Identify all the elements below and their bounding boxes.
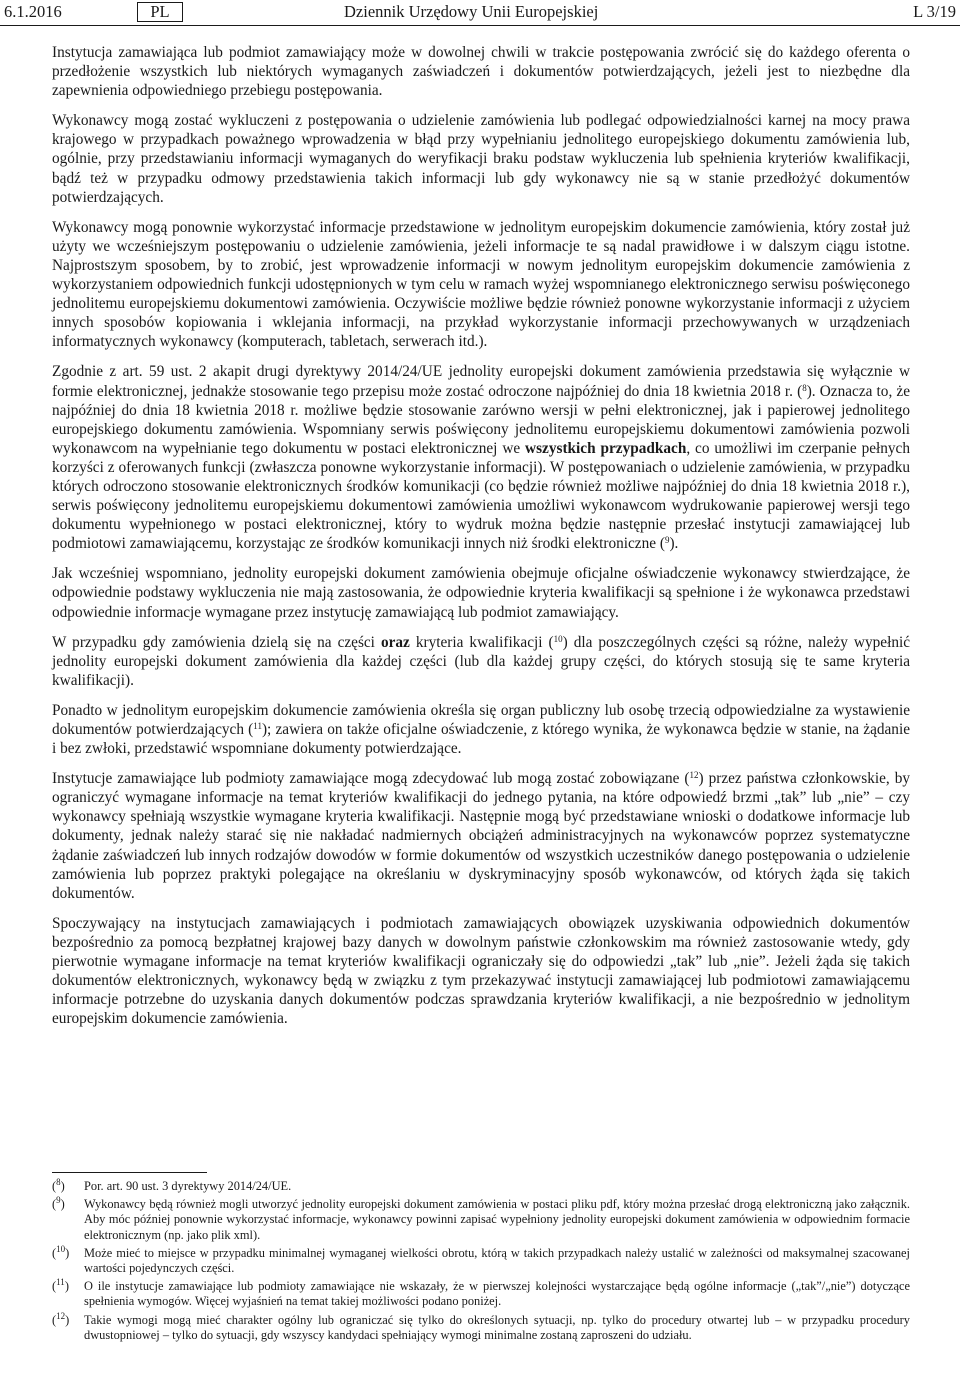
page-header [0, 0, 960, 26]
paragraph-7-text: Ponadto w jednolitym europejskim dokumencie zamówienia określa się organ publiczny lub osobę trzecią odpowiedzialne za wystawienie dokumentów potwierdzających ( [52, 701, 910, 738]
paragraph-8-text: Instytucje zamawiające lub podmioty zamawiające mogą zdecydować lub mogą zostać zobowiązane ( [52, 770, 690, 788]
footnote-marker: ($^{12}$) [52, 1310, 70, 1327]
footnote-text: Takie wymogi mogą mieć charakter ogólny lub ograniczać się tylko do określonych sytuacji, np. tylko do procedury otwartej lub – w przypadku procedury dwustopniowej – tylko do sytuacji, gdy wszyscy kandydaci spełniający wymogi minimalne zostaną zaproszeni do udziału. [84, 1312, 910, 1342]
footnotes [52, 1172, 910, 1346]
emphasis-all-cases: wszystkich przypadkach [525, 439, 687, 457]
footnote-text: Może mieć to miejsce w przypadku minimalnej wymaganej wielkości obrotu, którą w takich przypadkach należy ustalić w zależności od maksymalnej szacowanej wartości pojedynczych części. [84, 1245, 910, 1276]
footnote-ref-10[interactable]: 10 [553, 633, 563, 644]
journal-title: Dziennik Urzędowy Unii Europejskiej [344, 2, 599, 21]
paragraph-7-text: ); zawiera on także oficjalne oświadczenie, z którego wynika, że wykonawca będzie w stanie, na żądanie i bez zwłoki, przedstawić wspomniane dokumenty potwierdzające. [52, 721, 910, 758]
paragraph-8 [52, 769, 910, 903]
footnote-ref-9[interactable]: 9 [664, 535, 670, 546]
paragraph-4-text: ). [669, 535, 679, 553]
publication-date: 6.1.2016 [4, 2, 62, 21]
paragraph-3: Wykonawcy mogą ponownie wykorzystać informacje przedstawione w jednolitym europejskim dokumencie zamówienia, który został już użyty we wcześniejszym postępowaniu o udzielenie zamówienia, jeżeli informacje te są nadal prawidłowe i w dalszym ciągu istotne. Najprostszym sposobem, by to zrobić, jest wprowadzenie informacji w nowym jednolitym europejskim dokumencie zamówienia z wykorzystaniem odpowiednich funkcji udostępnionych w tym celu w ramach wyżej wspomnianego elektronicznego serwisu poświęconego jednolitemu europejskiemu dokumentowi zamówienia. Oczywiście możliwe będzie również ponowne wykorzystanie informacji z użyciem innych sposobów kopiowania i wklejania informacji, na przykład wykorzystanie informacji przechowywanych w urządzeniach informatycznych wykonawcy (komputerach, tabletach, serwerach itd.). [52, 218, 910, 351]
footnote-ref-12[interactable]: 12 [689, 770, 699, 781]
footnote-12 [52, 1310, 910, 1343]
footnote-8 [52, 1179, 910, 1194]
paragraph-1: Instytucja zamawiająca lub podmiot zamawiający może w dowolnej chwili w trakcie postępowania zwrócić się do każdego oferenta o przedłożenie wszystkich lub niektórych wymaganych zaświadczeń i dokumentów potwierdzających, jeżeli jest to niezbędne dla zapewnienia odpowiedniego przebiegu postępowania. [52, 44, 910, 100]
footnote-ref-8[interactable]: 8 [802, 382, 807, 393]
paragraph-8-text: ) przez państwa członkowskie, by ograniczyć wymagane informacje na temat kryteriów kwalifikacji do jednego pytania, na które odpowiedź brzmi „tak” lub „nie” – czy wykonawcy spełniają wszystkie wymagane kryteria kwalifikacji. Następnie mogą być przedstawiane wnioski o dodatkowe informacje lub dokumenty, jednak należy starać się nie nakładać nadmiernych obciążeń administracyjnych na wykonawców poprzez systematyczne żądanie zaświadczeń lub innych rodzajów dowodów w formie dokumentów od wszystkich uczestników danego postępowania o udzielenie zamówienia lub poprzez praktyki polegające na określaniu w dyskryminacyjny sposób wykonawców, od których żąda się takich dokumentów. [52, 770, 911, 902]
footnote-text: O ile instytucje zamawiające lub podmioty zamawiające nie wskazały, że w pierwszej kolejności wystarczające będą ogólne informacje („tak”/„nie”) dotyczące spełnienia wymogów. Więcej wyjaśnień na temat takiej możliwości podano poniżej. [84, 1279, 910, 1309]
paragraph-9: Spoczywający na instytucjach zamawiających i podmiotach zamawiających obowiązek uzyskiwania odpowiednich dokumentów bezpośrednio za pomocą bezpłatnej krajowej bazy danych w dowolnym państwie członkowskim ma również zastosowanie wtedy, gdy pierwotnie wymagane informacje na temat kryteriów kwalifikacji ograniczały się do odpowiedzi „tak” lub „nie”. Jeżeli żąda się takich dokumentów elektronicznych, wykonawcy będą w związku z tym przekazywać instytucji zamawiającej lub podmiotowi zamawiającemu informacje potrzebne do uzyskania danych dokumentów podczas sprawdzania kryteriów kwalifikacji, a nie bezpośrednio w jednolitym europejskim dokumencie zamówienia. [52, 914, 910, 1028]
footnote-text: Wykonawcy będą również mogli utworzyć jednolity europejski dokument zamówienia w postaci pliku pdf, który można przesłać drogą elektroniczną jako załącznik. Aby móc później ponownie wykorzystać informacje, wykonawcy powinni zapisać wypełniony jednolity europejski dokument zamówienia w odpowiednim formacie elektronicznym (np. jako plik xml). [84, 1197, 910, 1242]
emphasis-and: oraz [380, 633, 410, 651]
footnote-marker: ($^{11}$) [52, 1277, 69, 1294]
header-rule [0, 25, 960, 26]
footnote-9 [52, 1197, 910, 1243]
footnote-marker: ($^{10}$) [52, 1243, 70, 1260]
paragraph-6 [52, 633, 910, 690]
footnote-11 [52, 1279, 910, 1309]
paragraph-5: Jak wcześniej wspomniano, jednolity europejski dokument zamówienia obejmuje oficjalne oświadczenie wykonawcy stwierdzające, że odpowiednie podstawy wykluczenia nie mają zastosowania, że odpowiednie kryteria kwalifikacji są spełnione i że wykonawca przedstawi odpowiednie informacje wymagane przez instytucję zamawiającą lub podmiot zamawiający. [52, 565, 910, 621]
footnote-marker: ($^8$) [52, 1177, 65, 1193]
paragraph-4 [52, 362, 910, 553]
paragraph-6-text: kryteria kwalifikacji ( [409, 633, 554, 651]
footnote-marker: ($^9$) [52, 1195, 65, 1212]
paragraph-4-text: Zgodnie z art. 59 ust. 2 akapit drugi dyrektywy 2014/24/UE jednolity europejski dokument zamówienia przedstawia się wyłącznie w formie elektronicznej, jednakże stosowanie tego przepisu może zostać odroczone najpóźniej do dnia 18 kwietnia 2018 r. ( [52, 363, 910, 400]
paragraph-6-text: W przypadku gdy zamówienia dzielą się na części [52, 633, 381, 651]
paragraph-6-text: ) dla poszczególnych części są różne, należy wypełnić jednolity europejski dokument zamówienia dla każdej części (lub dla każdej grupy części, do których stosują się te same kryteria kwalifikacji). [52, 633, 911, 689]
paragraph-4-text: ). Oznacza to, że najpóźniej do dnia 18 kwietnia 2018 r. możliwe będzie stosowanie zarówno wersji w pełni elektronicznej, jak i papierowej jednolitego europejskiego dokumentu zamówienia. Wspomniany serwis poświęcony jednolitemu europejskiemu dokumentowi zamówienia pozwoli wykonawcom na wypełnianie tego dokumentu w postaci elektronicznej we [52, 382, 910, 457]
main-text [52, 43, 910, 1039]
paragraph-4-text: , co umożliwi im czerpanie pełnych korzyści z oferowanych funkcji (zwłaszcza ponowne wykorzystanie informacji). W postępowaniach o udzielenie zamówienia, w przypadku których odroczono stosowanie elektronicznych środków komunikacji (co będzie również możliwe najpóźniej do dnia 18 kwietnia 2018 r.), serwis poświęcony jednolitemu europejskiemu dokumentowi zamówienia umożliwi wykonawcom wydrukowanie papierowej wersji tego dokumentu wypełnionego w postaci elektronicznej, który to wydruk można będzie następnie przesłać instytucji zamawiającej lub podmiotowi zamawiającemu, korzystając ze środków komunikacji innych niż środki elektroniczne ( [52, 439, 910, 553]
paragraph-7 [52, 701, 910, 758]
footnote-rule [52, 1172, 207, 1173]
footnote-text: Por. art. 90 ust. 3 dyrektywy 2014/24/UE. [84, 1179, 292, 1193]
paragraph-2: Wykonawcy mogą zostać wykluczeni z postępowania o udzielenie zamówienia lub podlegać odpowiedzialności karnej na mocy prawa krajowego w przypadkach poważnego wprowadzenia w błąd przy wypełnianiu jednolitego europejskiego dokumentu zamówienia lub, ogólnie, przy przedstawianiu informacji wymaganych do weryfikacji braku podstaw wykluczenia lub spełnienia kryteriów kwalifikacji, bądź też w przypadku odmowy przedstawienia takich informacji lub gdy wykonawcy nie są w stanie przedłożyć dokumentów potwierdzających. [52, 112, 910, 206]
page-reference: L 3/19 [913, 2, 956, 21]
language-badge: PL [137, 2, 183, 22]
footnote-ref-11[interactable]: 11 [253, 721, 262, 731]
footnote-10 [52, 1243, 910, 1276]
